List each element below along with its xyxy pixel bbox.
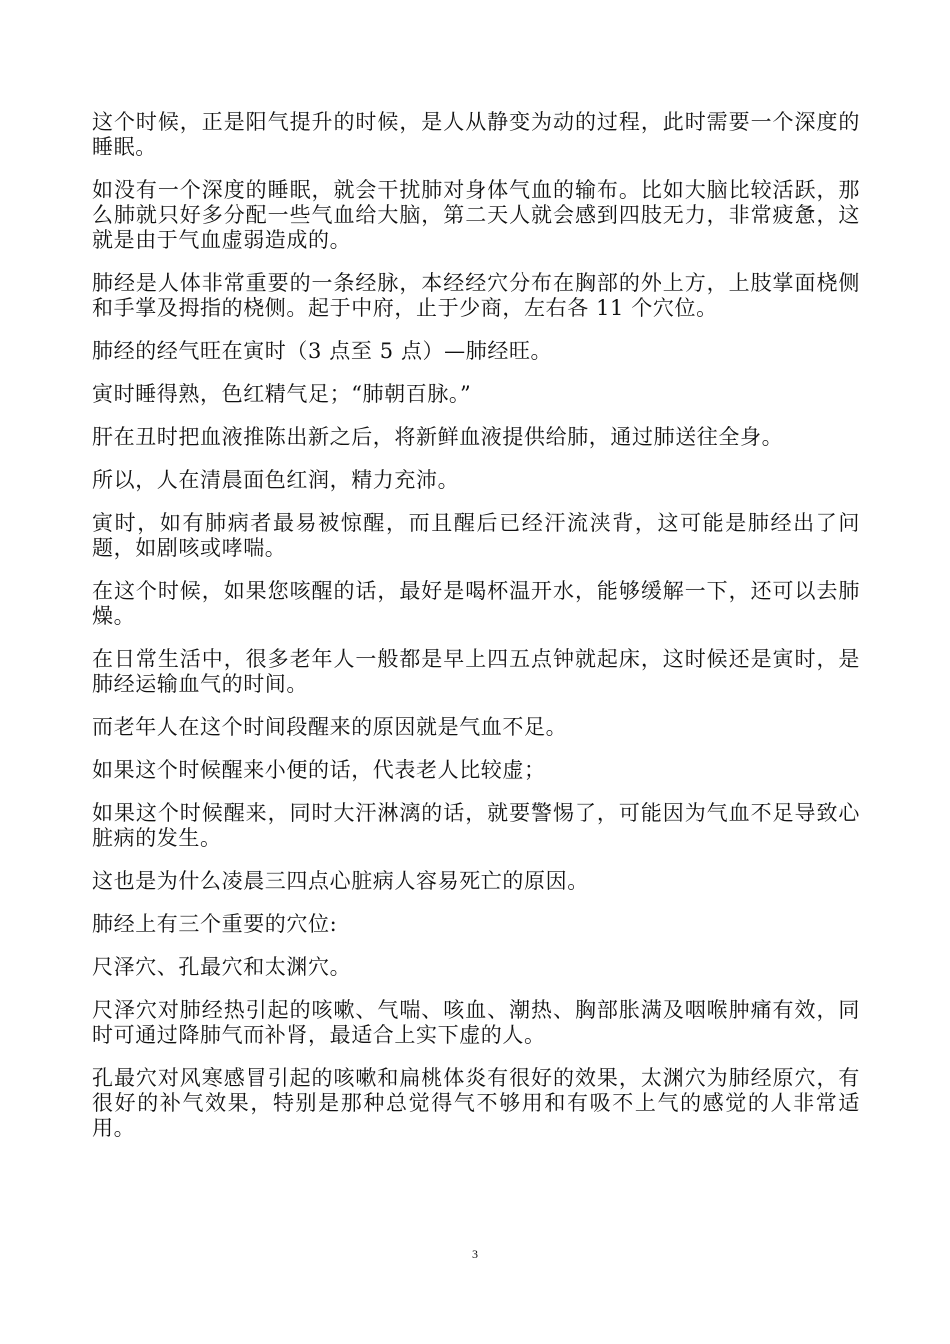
paragraph: 所以，人在清晨面色红润，精力充沛。 — [92, 468, 460, 492]
paragraph: 肺经的经气旺在寅时（3 点至 5 点）—肺经旺。 — [92, 339, 553, 363]
paragraph: 如果这个时候醒来，同时大汗淋漓的话，就要警惕了，可能因为气血不足导致心脏病的发生。 — [92, 801, 860, 850]
paragraph: 在这个时候，如果您咳醒的话，最好是喝杯温开水，能够缓解一下，还可以去肺燥。 — [92, 579, 860, 628]
paragraph: 肝在丑时把血液推陈出新之后，将新鲜血液提供给肺，通过肺送往全身。 — [92, 425, 784, 449]
paragraph: 寅时，如有肺病者最易被惊醒，而且醒后已经汗流浃背，这可能是肺经出了问题，如剧咳或哮喘。 — [92, 511, 860, 560]
paragraph: 尺泽穴对肺经热引起的咳嗽、气喘、咳血、潮热、胸部胀满及咽喉肿痛有效，同时可通过降肺气而补肾，最适合上实下虚的人。 — [92, 998, 860, 1047]
paragraph: 肺经是人体非常重要的一条经脉，本经经穴分布在胸部的外上方，上肢掌面桡侧和手掌及拇指的桡侧。起于中府，止于少商，左右各 11 个穴位。 — [92, 271, 860, 320]
page-body — [92, 110, 860, 1159]
paragraph: 而老年人在这个时间段醒来的原因就是气血不足。 — [92, 715, 568, 739]
paragraph: 如没有一个深度的睡眠，就会干扰肺对身体气血的输布。比如大脑比较活跃，那么肺就只好多分配一些气血给大脑，第二天人就会感到四肢无力，非常疲惫，这就是由于气血虚弱造成的。 — [92, 178, 860, 252]
paragraph: 尺泽穴、孔最穴和太渊穴。 — [92, 955, 352, 979]
paragraph: 寅时睡得熟，色红精气足；“肺朝百脉。” — [92, 382, 472, 406]
page-number: 3 — [472, 1247, 478, 1261]
paragraph: 如果这个时候醒来小便的话，代表老人比较虚； — [92, 758, 546, 782]
paragraph: 肺经上有三个重要的穴位: — [92, 912, 338, 936]
paragraph: 在日常生活中，很多老年人一般都是早上四五点钟就起床，这时候还是寅时，是肺经运输血气的时间。 — [92, 647, 860, 696]
paragraph: 这个时候，正是阳气提升的时候，是人从静变为动的过程，此时需要一个深度的睡眠。 — [92, 110, 860, 159]
paragraph: 这也是为什么凌晨三四点心脏病人容易死亡的原因。 — [92, 869, 589, 893]
paragraph: 孔最穴对风寒感冒引起的咳嗽和扁桃体炎有很好的效果，太渊穴为肺经原穴，有很好的补气效果，特别是那种总觉得气不够用和有吸不上气的感觉的人非常适用。 — [92, 1066, 860, 1140]
